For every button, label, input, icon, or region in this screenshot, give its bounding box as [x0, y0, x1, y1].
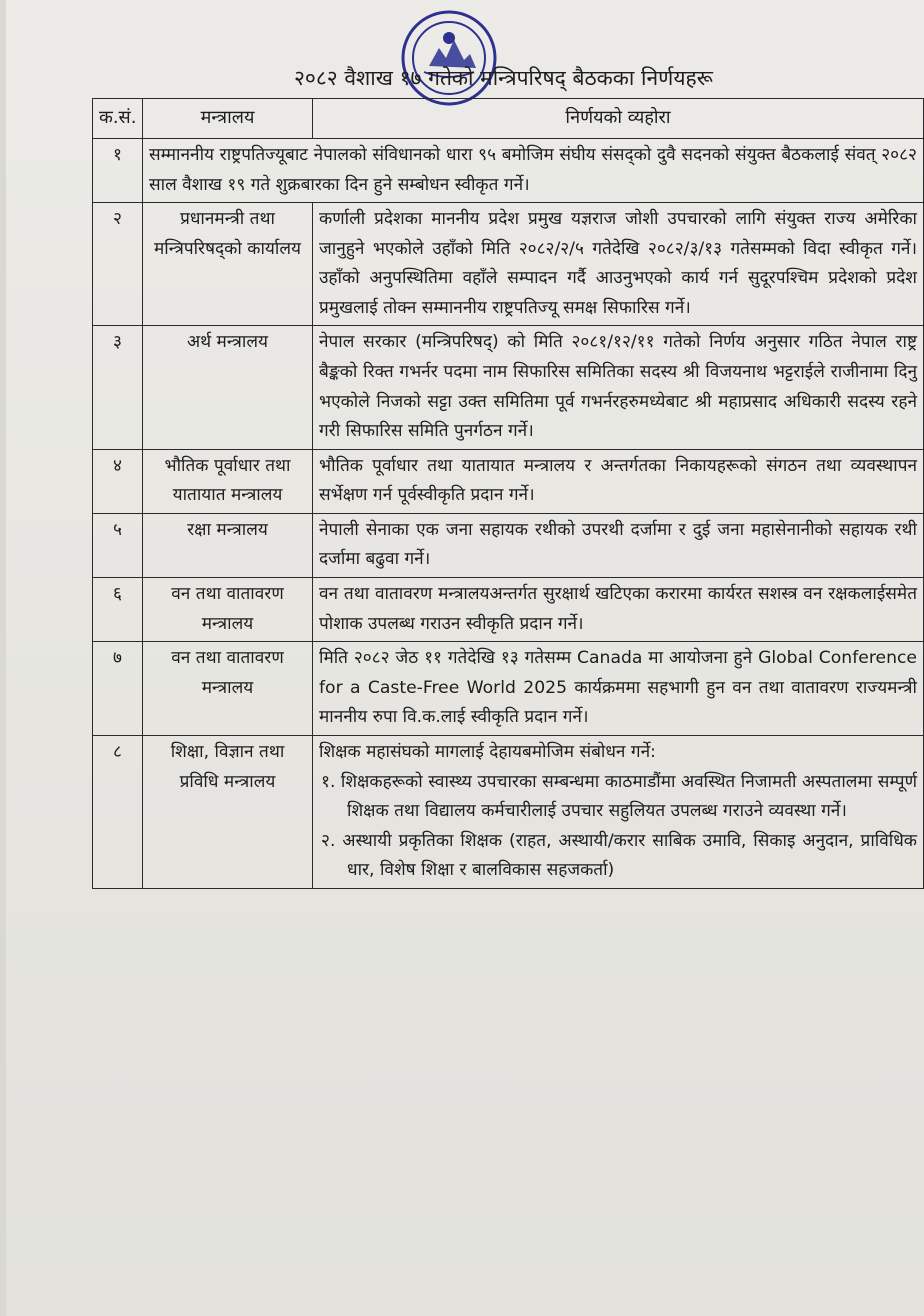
row-sn: २ [93, 203, 143, 326]
row-sn: ५ [93, 513, 143, 577]
row-ministry: अर्थ मन्त्रालय [143, 326, 313, 449]
row-ministry: वन तथा वातावरण मन्त्रालय [143, 578, 313, 642]
header-ministry: मन्त्रालय [143, 99, 313, 139]
row-ministry: शिक्षा, विज्ञान तथा प्रविधि मन्त्रालय [143, 735, 313, 888]
document-page [6, 0, 924, 1316]
table-row [93, 578, 924, 642]
row-sn: ७ [93, 642, 143, 736]
row-decision: कर्णाली प्रदेशका माननीय प्रदेश प्रमुख यज्ञराज जोशी उपचारको लागि संयुक्त राज्य अमेरिका जानुहुने भएकोले उहाँको मिति २०८२/२/५ गतेदेखि २०८२/३/१३ गतेसम्मको विदा स्वीकृत गर्ने। उहाँको अनुपस्थितिमा वहाँले सम्पादन गर्दै आउनुभएको कार्य गर्न सुदूरपश्चिम प्रदेशको प्रदेश प्रमुखलाई तोक्न सम्माननीय राष्ट्रपतिज्यू समक्ष सिफारिस गर्ने। [313, 203, 924, 326]
row-decision: सम्माननीय राष्ट्रपतिज्यूबाट नेपालको संविधानको धारा ९५ बमोजिम संघीय संसद्को दुवै सदनको संयुक्त बैठकलाई संवत् २०८२ साल वैशाख १९ गते शुक्रबारका दिन हुने सम्बोधन स्वीकृत गर्ने। [143, 138, 924, 202]
row-decision: नेपाली सेनाका एक जना सहायक रथीको उपरथी दर्जामा र दुई जना महासेनानीको सहायक रथी दर्जामा बढुवा गर्ने। [313, 513, 924, 577]
row-ministry: प्रधानमन्त्री तथा मन्त्रिपरिषद्को कार्यालय [143, 203, 313, 326]
row-sn: ३ [93, 326, 143, 449]
row-ministry: रक्षा मन्त्रालय [143, 513, 313, 577]
row-decision: वन तथा वातावरण मन्त्रालयअन्तर्गत सुरक्षार्थ खटिएका करारमा कार्यरत सशस्त्र वन रक्षकलाईसमेत पोशाक उपलब्ध गराउन स्वीकृति प्रदान गर्ने। [313, 578, 924, 642]
table-row [93, 138, 924, 202]
row-sn: ४ [93, 449, 143, 513]
table-row [93, 735, 924, 888]
row-sn: ६ [93, 578, 143, 642]
row-decision: मिति २०८२ जेठ ११ गतेदेखि १३ गतेसम्म Canada मा आयोजना हुने Global Conference for a Caste-Free World 2025 कार्यक्रममा सहभागी हुन वन तथा वातावरण राज्यमन्त्री माननीय रुपा वि.क.लाई स्वीकृति प्रदान गर्ने। [313, 642, 924, 736]
row-sn: ८ [93, 735, 143, 888]
row-decision: नेपाल सरकार (मन्त्रिपरिषद्) को मिति २०८१/१२/११ गतेको निर्णय अनुसार गठित नेपाल राष्ट्र बैङ्कको रिक्त गभर्नर पदमा नाम सिफारिस समितिका सदस्य श्री विजयनाथ भट्टराईले राजीनामा दिनु भएकोले निजको सट्टा उक्त समितिमा पूर्व गभर्नरहरुमध्येबाट श्री महाप्रसाद अधिकारी सदस्य रहने गरी सिफारिस समिति पुनर्गठन गर्ने। [313, 326, 924, 449]
table-row [93, 513, 924, 577]
decision-subitem: १. शिक्षकहरूको स्वास्थ्य उपचारका सम्बन्धमा काठमाडौंमा अवस्थित निजामती अस्पतालमा सम्पूर्ण शिक्षक तथा विद्यालय कर्मचारीलाई उपचार सहुलियत उपलब्ध गराउने व्यवस्था गर्ने। [321, 771, 917, 822]
row-ministry: वन तथा वातावरण मन्त्रालय [143, 642, 313, 736]
row-sn: १ [93, 138, 143, 202]
row-decision: भौतिक पूर्वाधार तथा यातायात मन्त्रालय र अन्तर्गतका निकायहरूको संगठन तथा व्यवस्थापन सर्भेक्षण गर्न पूर्वस्वीकृति प्रदान गर्ने। [313, 449, 924, 513]
table-row [93, 449, 924, 513]
decision-subitem: २. अस्थायी प्रकृतिका शिक्षक (राहत, अस्थायी/करार साबिक उमावि, सिकाइ अनुदान, प्राविधिक धार, विशेष शिक्षा र बालविकास सहजकर्ता) [321, 830, 917, 881]
table-row [93, 203, 924, 326]
header-sn: क.सं. [93, 99, 143, 139]
table-row [93, 642, 924, 736]
header-decision: निर्णयको व्यहोरा [313, 99, 924, 139]
table-row [93, 326, 924, 449]
row-decision [313, 735, 924, 888]
table-header-row [93, 99, 924, 139]
row-ministry: भौतिक पूर्वाधार तथा यातायात मन्त्रालय [143, 449, 313, 513]
decisions-table [92, 98, 924, 889]
decision-intro: शिक्षक महासंघको मागलाई देहायबमोजिम संबोधन गर्ने: [319, 741, 656, 762]
page-title: २०८२ वैशाख १७ गतेको मन्त्रिपरिषद् बैठकका निर्णयहरू [294, 66, 713, 90]
